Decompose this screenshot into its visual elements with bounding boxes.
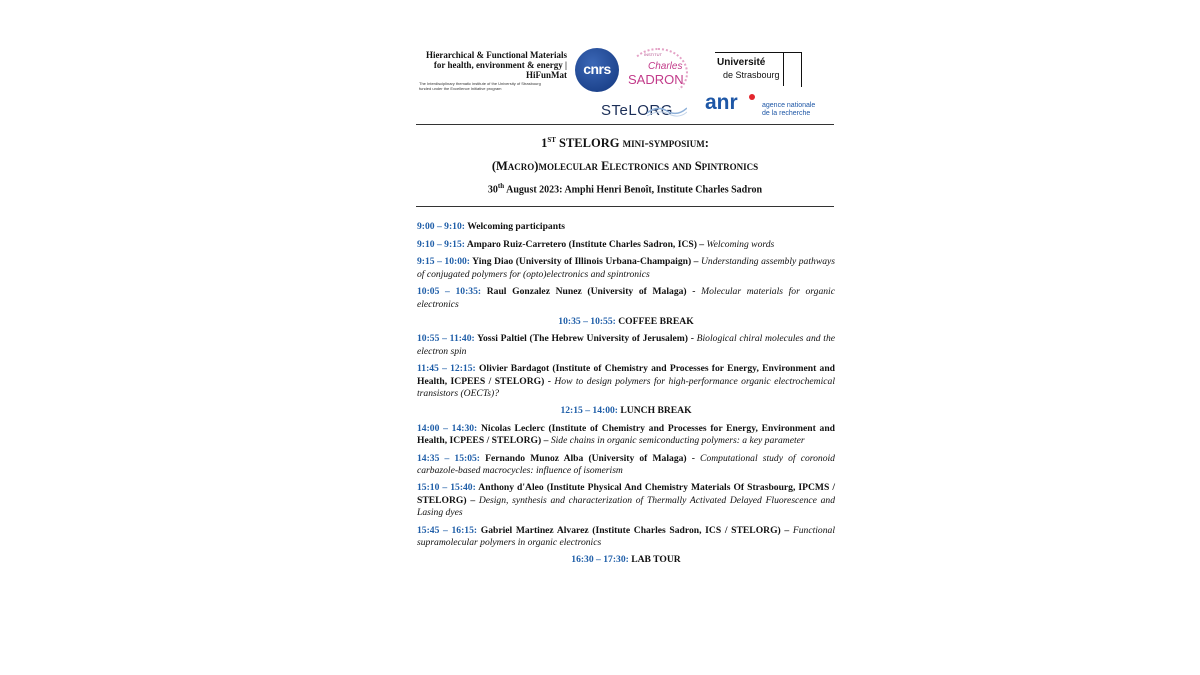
strasbourg-line2: de Strasbourg [723,70,780,80]
stelorg-wave-icon [647,104,687,118]
program-break [417,554,835,566]
program-speaker: Fernando Munoz Alba (University of Malaga) [480,452,687,464]
program-item [417,363,835,400]
program-talk-title: Understanding assembly pathways of conjugated polymers for (opto)electronics and spintronics [417,256,836,280]
program-time: 9:00 – 9:10: [417,221,465,233]
universite-strasbourg-logo [715,52,805,88]
program-time: 9:15 – 10:00: [417,256,470,268]
program-list [415,221,835,566]
program-speaker: Gabriel Martinez Alvarez (Institute Charles Sadron, ICS / STELORG) [477,524,781,536]
program-speaker: Raul Gonzalez Nunez (University of Malaga) [481,286,687,298]
program-item [417,239,835,251]
symposium-title [415,132,835,151]
title-name: STELORG [555,136,623,151]
program-talk-title: Design, synthesis and characterization of Thermally Activated Delayed Fluorescence and Lasing dyes [417,494,835,519]
date-venue-text: August 2023: Amphi Henri Benoît, Institute Charles Sadron [504,184,763,196]
logo-header [415,40,835,124]
cnrs-text: cnrs [583,61,611,77]
program-time: 10:05 – 10:35: [417,286,482,298]
hifunmat-small1: The Interdisciplinary thematic institute of the University of Strasbourg [419,81,541,86]
anr-text: anr [705,91,738,114]
date-day: 30 [487,184,498,196]
program-time: 14:00 – 14:30: [417,422,478,434]
program-separator: - [686,452,701,464]
program-item [417,482,835,519]
anr-sub-line1: agence nationale [762,102,816,109]
program-talk-title: Molecular materials for organic electronics [417,286,835,310]
program-speaker: LAB TOUR [628,554,681,566]
program-break [417,316,835,328]
program-item [417,525,835,550]
program-item [417,256,835,281]
program-speaker: Anthony d'Aleo (Institute Physical And Chemistry Materials Of Strasbourg, IPCMS / STELORG) [417,482,835,506]
anr-subtitle [762,102,815,118]
program-separator: - [544,375,555,387]
program-separator: - [687,333,697,345]
program-time: 10:55 – 11:40: [417,333,475,345]
program-speaker: Amparo Ruiz-Carretero (Institute Charles Sadron, ICS) [464,238,697,250]
program-speaker: COFFEE BREAK [615,315,694,327]
program-time: 15:45 – 16:15: [417,524,478,536]
program-time: 14:35 – 15:05: [417,452,480,464]
hifunmat-small2: funded under the Excellence Initiative program [419,86,502,91]
program-time: 15:10 – 15:40: [417,482,476,494]
program-talk-title: Computational study of coronoid carbazole-based macrocycles: influence of isomerism [417,452,835,476]
program-talk-title: Biological chiral molecules and the electron spin [417,333,836,357]
program-separator: – [780,524,793,536]
sadron-line2: SADRON [628,72,684,87]
program-talk-title: How to design polymers for high-performance organic electrochemical transistors (OECTs)? [417,375,835,399]
program-time: 12:15 – 14:00: [560,405,618,417]
anr-dot-icon [749,94,755,100]
program-speaker: Yossi Paltiel (The Hebrew University of Jerusalem) [474,333,688,345]
anr-logo [705,91,816,117]
program-speaker: Olivier Bardagot (Institute of Chemistry and Processes for Energy, Environment and Health, ICPEES / STELORG) [417,363,835,387]
hifunmat-line1: Hierarchical & Functional Materials [425,50,567,60]
program-time: 9:10 – 9:15: [417,238,465,250]
title-rest: mini-symposium: [622,136,709,151]
program-talk-title: Welcoming words [706,238,775,250]
top-divider [416,124,834,125]
sadron-institut: INSTITUT [644,52,662,57]
program-speaker: LUNCH BREAK [618,405,692,417]
program-time: 11:45 – 12:15: [417,363,476,375]
anr-sub-line2: de la recherche [762,110,811,117]
program-break [417,405,835,417]
symposium-flyer [415,40,835,572]
symposium-subtitle: (Macro)molecular Electronics and Spintronics [491,159,759,174]
program-talk-title: Side chains in organic semiconducting polymers: a key parameter [550,435,805,447]
program-speaker: Nicolas Leclerc (Institute of Chemistry and Processes for Energy, Environment and Health, ICPEES / STELORG) [417,422,835,447]
charles-sadron-logo [622,48,692,96]
title-ordinal: ST [547,136,556,144]
program-separator: - [686,286,702,298]
symposium-date-venue [415,180,835,196]
hifunmat-logo [417,50,567,91]
program-separator: – [691,256,701,268]
strasbourg-frame-inner [783,52,790,86]
program-talk-title: Functional supramolecular polymers in organic electronics [417,524,835,549]
program-separator: – [696,238,707,250]
program-separator: – [541,435,551,447]
program-separator: – [466,494,479,506]
strasbourg-line1: Université [717,57,766,68]
program-item [417,333,835,358]
program-item [417,221,835,233]
program-item [417,453,835,478]
stelorg-logo: STeLORG [601,102,673,119]
program-time: 10:35 – 10:55: [558,315,616,327]
cnrs-logo [575,48,619,92]
hifunmat-line3: HiFunMat [525,70,567,80]
date-ordinal: th [497,182,505,191]
bottom-divider [416,206,834,207]
program-speaker: Ying Diao (University of Illinois Urbana-Champaign) [469,256,692,268]
program-speaker: Welcoming participants [464,221,565,233]
program-time: 16:30 – 17:30: [571,554,629,566]
hifunmat-line2: for health, environment & energy | [433,60,567,70]
program-item [417,286,835,311]
title-block [415,132,835,196]
program-item [417,423,835,448]
title-number: 1 [541,136,548,151]
sadron-line1: Charles [648,61,683,72]
